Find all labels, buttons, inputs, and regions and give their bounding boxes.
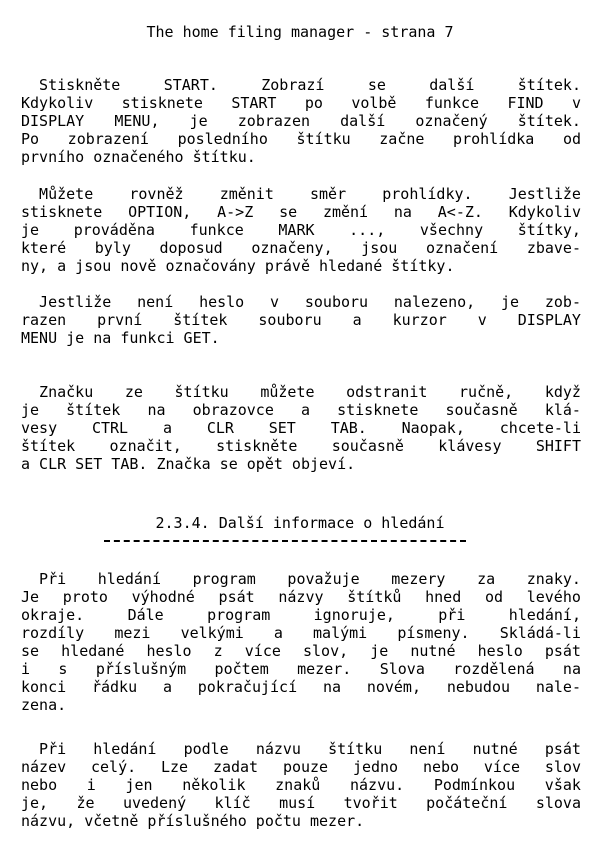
text-word: zobrazení [67,130,149,148]
text-word: další [429,76,475,94]
text-word: není [137,293,174,311]
text-word: musí [279,794,316,812]
text-word: štítek. [517,112,581,130]
text-word: výhodné [131,588,195,606]
text-word: počtem [214,660,269,678]
text-word: klá- [544,401,581,419]
text-word: je [370,642,389,660]
text-word: příslušným [95,660,187,678]
text-word: i [86,776,96,794]
text-word: program [192,570,256,588]
text-line [21,794,581,812]
text-word: heslo [477,642,523,660]
text-word: Při [21,740,67,758]
text-word: CTRL [91,419,129,437]
text-line [21,606,581,624]
text-word: mezery [391,570,446,588]
text-word: MARK [278,221,315,239]
text-word: změní [322,203,369,221]
text-line [21,383,581,401]
text-line [21,776,581,794]
text-word: označený [415,112,488,130]
text-word: s [58,660,68,678]
text-line [21,293,581,311]
text-word: odstranit [346,383,428,401]
text-word: nutné [410,642,456,660]
section-paragraph-1 [21,570,581,714]
text-word: nale- [535,678,581,696]
text-word: tvořit [343,794,398,812]
text-word: Kdykoliv [21,94,94,112]
text-word: rozdělená [453,660,535,678]
text-word: ..., [349,221,386,239]
text-word: podle [183,740,229,758]
text-word: konci [21,678,67,696]
text-word: celý. [91,758,137,776]
text-word: novém, [366,678,421,696]
text-word: zadat [212,758,259,776]
text-word: na [393,203,412,221]
text-word: vesy [21,419,58,437]
text-word: prováděna [73,221,155,239]
text-word: razen [21,311,67,329]
text-word: Jestliže [21,293,112,311]
text-word: stiskněte [216,437,298,455]
text-word: Je [21,588,40,606]
text-word: nebo [21,776,58,794]
text-word: stisknete [21,203,103,221]
text-word: začne [379,130,425,148]
text-word: proto [62,588,108,606]
section-heading-underline [104,540,466,542]
text-word: je [501,293,520,311]
text-line: zena. [21,696,67,714]
text-word: názvu. [349,776,405,794]
text-word: psát [218,588,255,606]
text-word: Jestliže [508,185,581,203]
text-word: ručně, [459,383,514,401]
text-word: od [484,588,504,606]
text-word: Při [21,570,67,588]
text-line [21,570,581,588]
text-word: za [477,570,496,588]
text-word: v [571,94,581,112]
text-word: v [270,293,280,311]
text-word: SHIFT [535,437,581,455]
text-word: Dále [127,606,164,624]
text-word: všechny [419,221,484,239]
text-word: klávesy [438,437,502,455]
text-word: po [304,94,323,112]
text-word: na [147,401,166,419]
text-word: nalezeno, [393,293,476,311]
text-line [21,185,581,203]
text-word: jsou [361,239,398,257]
text-word: START [231,94,277,112]
text-word: Po [21,130,40,148]
text-word: START. [163,76,218,94]
section-paragraph-2 [21,740,581,830]
intro-paragraph-3 [21,293,581,347]
text-word: souboru [304,293,369,311]
text-word: psát [544,642,581,660]
text-word: slov, [302,642,349,660]
text-word: jen [125,776,153,794]
text-word: Značku [21,383,94,401]
text-word: současně [331,437,404,455]
text-line [21,624,581,642]
text-word: heslo [199,293,245,311]
text-line [21,221,581,239]
text-word: několik [182,776,246,794]
text-word: i [21,660,31,678]
text-word: z [213,642,223,660]
text-line [21,112,581,130]
text-word: jedno [352,758,399,776]
text-word: štítek [173,311,228,329]
text-word: na [562,660,581,678]
text-word: Podmínkou [433,776,516,794]
text-word: rovněž [129,185,184,203]
text-word: však [544,776,581,794]
text-word: mezer. [297,660,352,678]
text-word: počáteční [426,794,508,812]
intro-paragraph-1 [21,76,581,166]
text-line [21,588,581,606]
text-line [21,642,581,660]
text-word: prohlídka [453,130,535,148]
text-word: obrazovce [192,401,274,419]
text-word: je [189,112,208,130]
text-word: označeny, [251,239,333,257]
text-word: a [273,624,283,642]
text-word: pokračující [197,678,298,696]
text-word: současně [445,401,518,419]
text-word: DISPLAY [21,112,85,130]
text-word: označení [425,239,499,257]
text-word: hledání [97,570,161,588]
text-word: štítek [66,401,121,419]
intro-paragraph-2 [21,185,581,275]
text-word: nebo [422,758,460,776]
text-word: mezi [114,624,151,642]
text-word: Lze [161,758,189,776]
text-word: označit, [109,437,182,455]
text-word: hledání [93,740,157,758]
text-word: znaků [275,776,321,794]
text-word: Naopak, [401,419,465,437]
text-word: A->Z [217,203,254,221]
text-line [21,76,581,94]
text-word: že [76,794,95,812]
text-word: štítku [174,383,229,401]
text-word: Slova [379,660,425,678]
text-word: není [409,740,446,758]
text-word: více [244,642,281,660]
text-word: Zobrazí [261,76,325,94]
text-word: byly [94,239,131,257]
text-word: změnit [219,185,274,203]
text-word: stisknete [121,94,203,112]
text-word: doposud [159,239,223,257]
text-line [21,758,581,776]
text-word: chcete-li [499,419,581,437]
text-line [21,130,581,148]
text-word: nebudou [446,678,511,696]
text-word: když [544,383,581,401]
text-word: OPTION, [128,203,192,221]
text-line: ny, a jsou nově označovány právě hledané štítky. [21,257,455,275]
text-word: znaky. [526,570,581,588]
text-word: při [438,606,466,624]
text-word: velkými [180,624,244,642]
text-word: heslo [146,642,192,660]
text-line: MENU je na funkci GET. [21,329,220,347]
text-word: je [21,221,40,239]
text-word: považuje [287,570,360,588]
text-word: slov [544,758,581,776]
text-word: SET [268,419,296,437]
text-line [21,239,581,257]
text-line: prvního označeného štítku. [21,148,256,166]
text-word: je, [21,794,49,812]
text-word: se [279,203,298,221]
text-line [21,678,581,696]
text-word: volbě [351,94,397,112]
text-word: stisknete [337,401,419,419]
text-line [21,94,581,112]
text-word: od [562,130,581,148]
text-word: názvu [255,740,301,758]
text-word: štítku [328,740,383,758]
text-line [21,740,581,758]
text-word: štítky, [517,221,581,239]
text-word: zob- [544,293,581,311]
text-word: štítku [296,130,351,148]
text-line [21,437,581,455]
text-word: první [97,311,143,329]
text-word: uvedený [122,794,187,812]
text-word: zbave- [526,239,581,257]
text-word: a [352,311,362,329]
text-line: názvu, včetně příslušného počtu mezer. [21,812,365,830]
text-line [21,203,581,221]
text-word: ze [124,383,143,401]
text-word: pouze [282,758,329,776]
text-word: Můžete [21,185,94,203]
text-word: na [322,678,341,696]
text-word: řádku [91,678,138,696]
text-word: můžete [260,383,315,401]
text-word: psát [544,740,581,758]
text-line: a CLR SET TAB. Značka se opět objeví. [21,455,356,473]
text-word: se [21,642,40,660]
text-word: MENU, [114,112,160,130]
text-word: kurzor [392,311,447,329]
text-word: CLR [206,419,234,437]
text-word: A<-Z. [437,203,483,221]
text-word: se [367,76,386,94]
text-word: Stiskněte [21,76,121,94]
text-word: je [21,401,40,419]
text-word: souboru [258,311,322,329]
text-word: FIND [507,94,544,112]
text-word: malými [313,624,368,642]
text-word: klíč [214,794,251,812]
text-word: a [162,678,172,696]
text-word: a [300,401,310,419]
section-heading: 2.3.4. Další informace o hledání [155,514,445,532]
text-word: posledního [177,130,268,148]
text-word: funkce [424,94,480,112]
text-word: písmeny. [397,624,470,642]
text-line [21,401,581,419]
text-word: v [477,311,487,329]
text-line [21,419,581,437]
text-word: a [162,419,172,437]
text-word: názvy [278,588,324,606]
text-word: okraje. [21,606,85,624]
text-word: směr [310,185,347,203]
text-word: další [340,112,386,130]
text-word: DISPLAY [517,311,581,329]
text-word: zobrazen [237,112,311,130]
text-word: funkce [189,221,244,239]
text-word: které [21,239,67,257]
text-word: prohlídky. [382,185,473,203]
text-word: Kdykoliv [508,203,581,221]
text-word: slova [535,794,581,812]
text-word: ignoruje, [313,606,395,624]
text-word: rozdíly [21,624,85,642]
text-word: hledané [61,642,125,660]
intro-paragraph-4 [21,383,581,473]
text-word: hned [425,588,462,606]
text-word: levého [526,588,581,606]
text-word: TAB. [330,419,367,437]
text-word: více [483,758,521,776]
text-line [21,311,581,329]
text-word: hledání, [508,606,581,624]
text-word: štítek. [517,76,581,94]
text-line [21,660,581,678]
text-word: Skládá-li [499,624,581,642]
text-word: štítek [21,437,76,455]
text-word: nutné [472,740,518,758]
text-word: štítků [347,588,402,606]
page-header: The home filing manager - strana 7 [146,23,454,41]
text-word: název [21,758,67,776]
text-word: program [207,606,271,624]
